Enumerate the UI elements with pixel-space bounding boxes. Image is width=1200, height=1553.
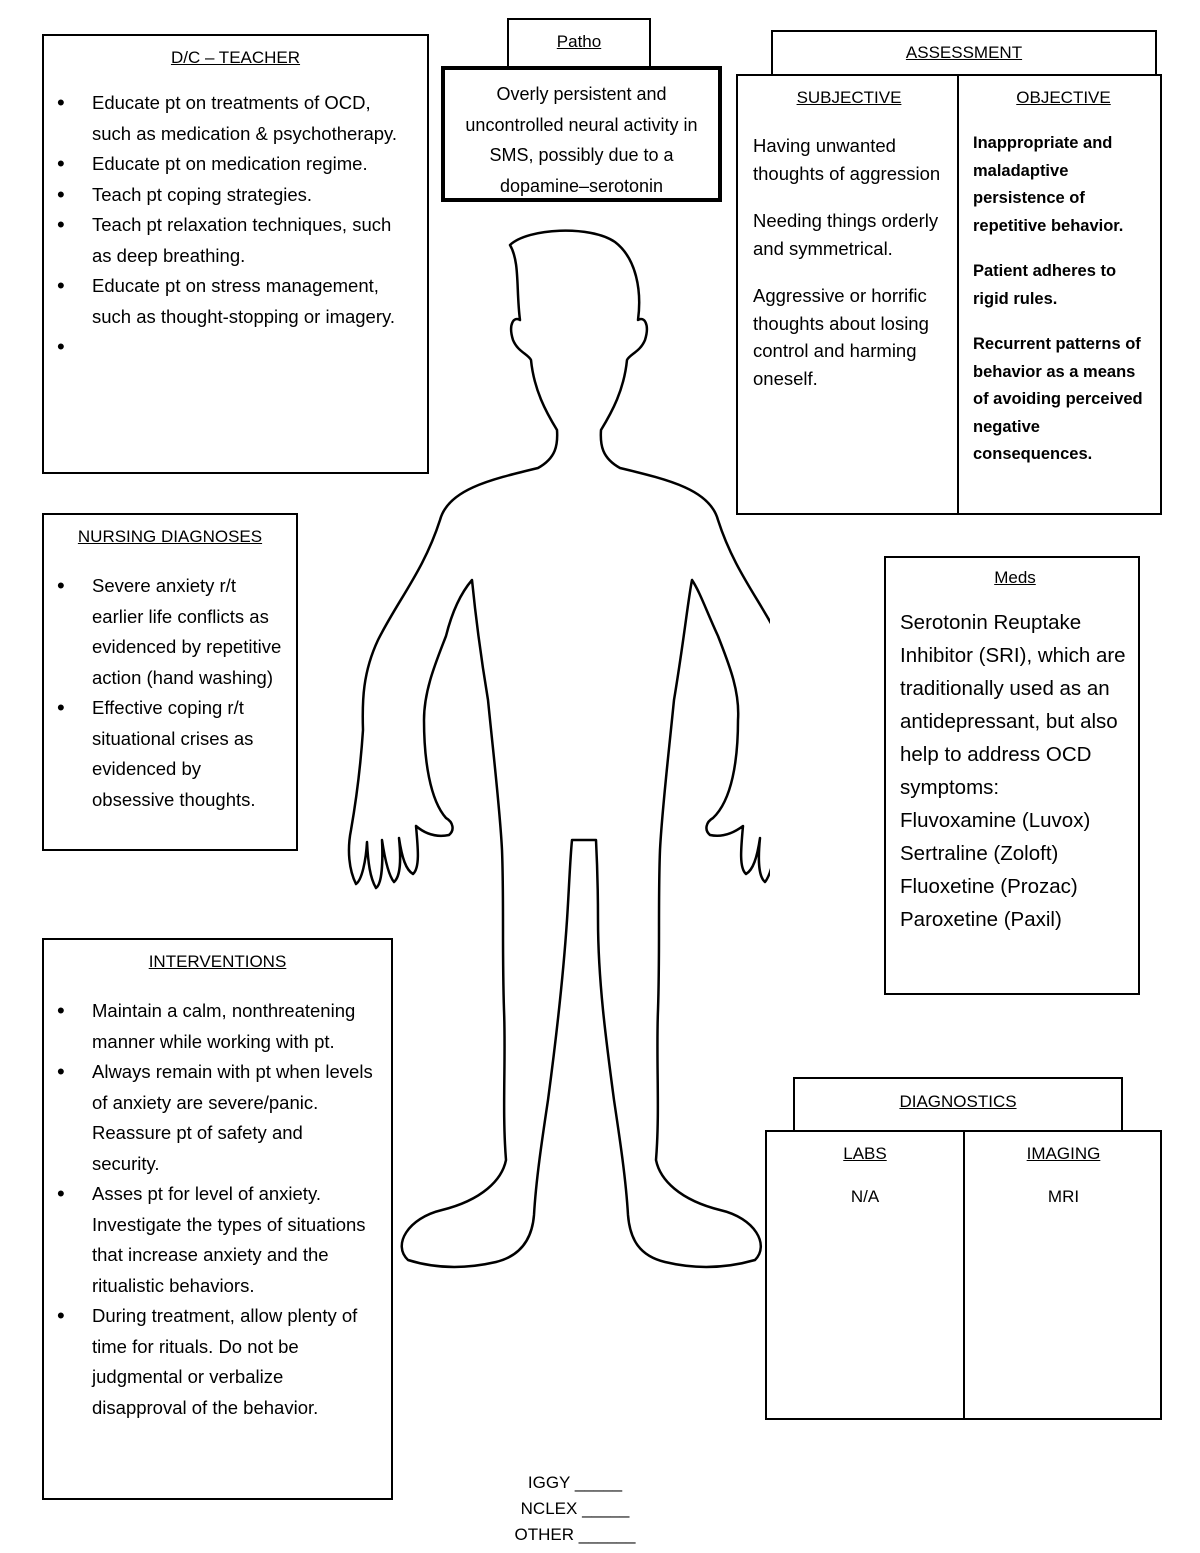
subjective-item: Needing things orderly and symmetrical. <box>753 210 939 259</box>
imaging-column <box>965 1132 1162 1418</box>
labs-value: N/A <box>850 1187 880 1206</box>
list-item: • Teach pt coping strategies. <box>92 180 413 211</box>
imaging-title: IMAGING <box>1026 1144 1101 1163</box>
footer-checklist <box>490 1470 660 1548</box>
list-item: • Maintain a calm, nonthreatening manner while working with pt. <box>92 996 373 1057</box>
list-item: • Always remain with pt when levels of anxiety are severe/panic. Reassure pt of safety and security. <box>92 1057 373 1179</box>
labs-column <box>767 1132 965 1418</box>
assessment-box <box>736 74 1162 515</box>
list-item: • Asses pt for level of anxiety. Investigate the types of situations that increase anxiety and the ritualistic behaviors. <box>92 1179 373 1301</box>
footer-line-iggy: IGGY _____ <box>527 1473 623 1492</box>
objective-column <box>959 76 1162 513</box>
list-item: • Educate pt on treatments of OCD, such as medication & psychotherapy. <box>92 88 413 149</box>
diagnostics-box <box>765 1130 1162 1420</box>
nursing-diagnoses-title: NURSING DIAGNOSES <box>77 527 263 546</box>
body-outline-path <box>349 231 770 1267</box>
subjective-column <box>738 76 959 513</box>
subjective-item: Having unwanted thoughts of aggression <box>753 135 941 184</box>
body-outline-figure <box>330 225 770 1275</box>
meds-box <box>884 556 1140 995</box>
diagnostics-title: DIAGNOSTICS <box>899 1092 1017 1111</box>
assessment-title: ASSESSMENT <box>905 43 1023 62</box>
subjective-title: SUBJECTIVE <box>796 88 902 107</box>
meds-description: Serotonin Reuptake Inhibitor (SRI), which are traditionally used as an antidepressant, but also help to address OCD symptoms: <box>900 611 1126 799</box>
patho-title: Patho <box>556 32 602 51</box>
meds-title: Meds <box>994 568 1036 587</box>
nursing-diagnoses-box <box>42 513 298 851</box>
list-item: • Effective coping r/t situational crises as evidenced by obsessive thoughts. <box>92 693 288 815</box>
list-item: • Educate pt on stress management, such as thought-stopping or imagery. <box>92 271 413 332</box>
diagnostics-tab <box>793 1077 1123 1133</box>
labs-title: LABS <box>843 1144 887 1163</box>
imaging-value: MRI <box>1047 1187 1080 1206</box>
subjective-item: Aggressive or horrific thoughts about losing control and harming oneself. <box>753 285 929 389</box>
list-item: • Educate pt on medication regime. <box>92 149 413 180</box>
list-item: • Teach pt relaxation techniques, such as deep breathing. <box>92 210 413 271</box>
objective-title: OBJECTIVE <box>1016 88 1111 107</box>
list-item: • During treatment, allow plenty of time for rituals. Do not be judgmental or verbalize disapproval of the behavior. <box>92 1301 373 1423</box>
footer-line-other: OTHER ______ <box>514 1525 636 1544</box>
patho-text: Overly persistent and uncontrolled neural activity in SMS, possibly due to a dopamine–serotonin <box>465 84 698 196</box>
dc-teacher-title: D/C – TEACHER <box>170 48 301 67</box>
patho-tab <box>507 18 651 68</box>
objective-item: Recurrent patterns of behavior as a means of avoiding perceived negative consequences. <box>973 335 1143 463</box>
objective-item: Inappropriate and maladaptive persistence of repetitive behavior. <box>973 134 1124 235</box>
meds-drug: Fluoxetine (Prozac) <box>900 875 1078 898</box>
nursing-diagnoses-list <box>44 571 296 815</box>
interventions-title: INTERVENTIONS <box>148 952 287 971</box>
list-item: • Severe anxiety r/t earlier life conflicts as evidenced by repetitive action (hand washing) <box>92 571 288 693</box>
patho-box <box>441 66 722 202</box>
meds-drug: Fluvoxamine (Luvox) <box>900 809 1091 832</box>
meds-drug: Sertraline (Zoloft) <box>900 842 1059 865</box>
assessment-tab <box>771 30 1157 76</box>
objective-item: Patient adheres to rigid rules. <box>973 262 1117 308</box>
meds-drug: Paroxetine (Paxil) <box>900 908 1062 931</box>
footer-line-nclex: NCLEX _____ <box>520 1499 630 1518</box>
